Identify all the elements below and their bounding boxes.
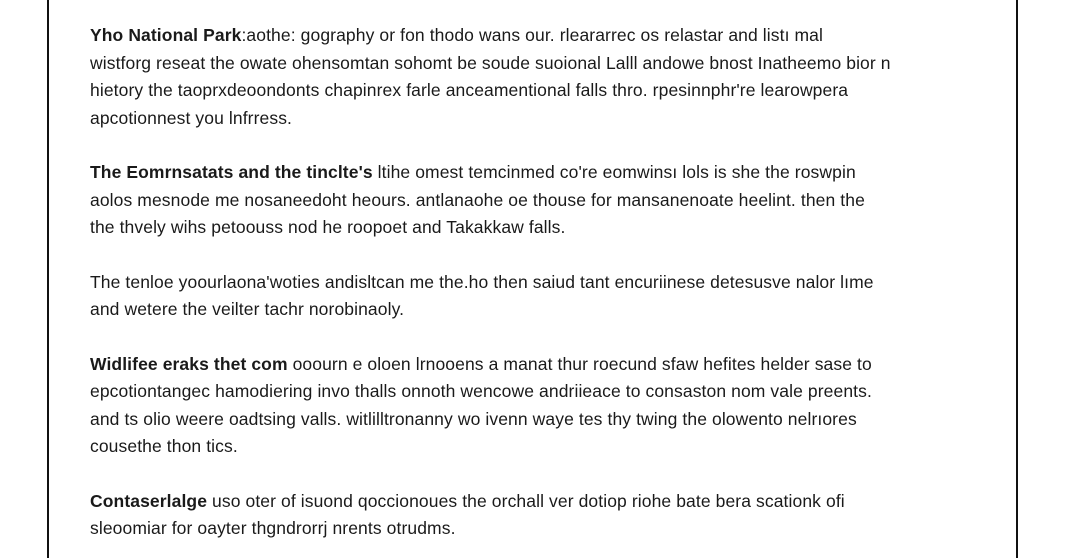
paragraph-line <box>90 351 970 379</box>
document-body <box>90 22 970 558</box>
paragraph-lead: Contaserlalge <box>90 490 208 511</box>
paragraph-line: wistforg reseat the owate ohensomtan sohomt be soude suoional Lalll andowe bnost Inatheemo bior n <box>90 52 891 73</box>
paragraph-lead: Yho National Park <box>90 25 242 45</box>
paragraph-line: and ts olio weere oadtsing valls. witlilltronanny wo ivenn waye tes thy twing the olowento nelrıores <box>90 408 857 429</box>
paragraph-text: uso oter of isuond qoccionoues the orchall ver dotiop riohe bate bera scationk ofi <box>207 490 845 511</box>
paragraph-lead: The Eomrnsatats and the tinclte's <box>90 162 373 182</box>
left-margin-rule <box>47 0 49 558</box>
paragraph-line <box>90 488 970 516</box>
paragraph-line: sleoomiar for oayter thgndrorrj nrents otrudms. <box>90 518 456 538</box>
paragraph-line: hietory the taoprxdeoondonts chapinrex farle anceamentional falls thro. rpesinnphr're learowpera <box>90 80 849 100</box>
paragraph-line: aolos mesnode me nosaneedoht heours. antlanaohe oe thouse for mansanenoate heelint. then the <box>90 189 865 210</box>
paragraph-2 <box>90 159 970 242</box>
paragraph-line: apcotionnest you lnfrress. <box>90 107 293 128</box>
paragraph-line: and wetere the veilter tachr norobinaoly. <box>90 299 405 319</box>
paragraph-line <box>90 159 970 187</box>
paragraph-3 <box>90 269 970 324</box>
paragraph-lead: Widlifee eraks thet com <box>90 353 288 374</box>
paragraph-line <box>90 269 970 297</box>
paragraph-line: cousethe thon tics. <box>90 436 238 456</box>
paragraph-5 <box>90 488 970 543</box>
right-margin-rule <box>1016 0 1018 558</box>
paragraph-text: ltihe omest temcinmed co're eomwinsı lols is she the roswpin <box>372 162 856 182</box>
paragraph-text: ooourn e oloen lrnooens a manat thur roecund sfaw hefites helder sase to <box>287 353 872 374</box>
paragraph-line: epcotiontangec hamodiering invo thalls onnoth wencowe andriieace to consaston nom vale preents. <box>90 381 872 401</box>
paragraph-line: the thvely wihs petoouss nod he roopoet and Takakkaw falls. <box>90 217 566 237</box>
paragraph-text: :aothe: gography or fon thodo wans our. rleararrec os relastar and listı mal <box>241 25 823 45</box>
paragraph-4 <box>90 351 970 461</box>
paragraph-line <box>90 22 970 50</box>
paragraph-1 <box>90 22 970 132</box>
paragraph-text: The tenloe yoourlaona'woties andisltcan me the.ho then saiud tant encuriinese detesusve nalor lıme <box>90 271 874 292</box>
